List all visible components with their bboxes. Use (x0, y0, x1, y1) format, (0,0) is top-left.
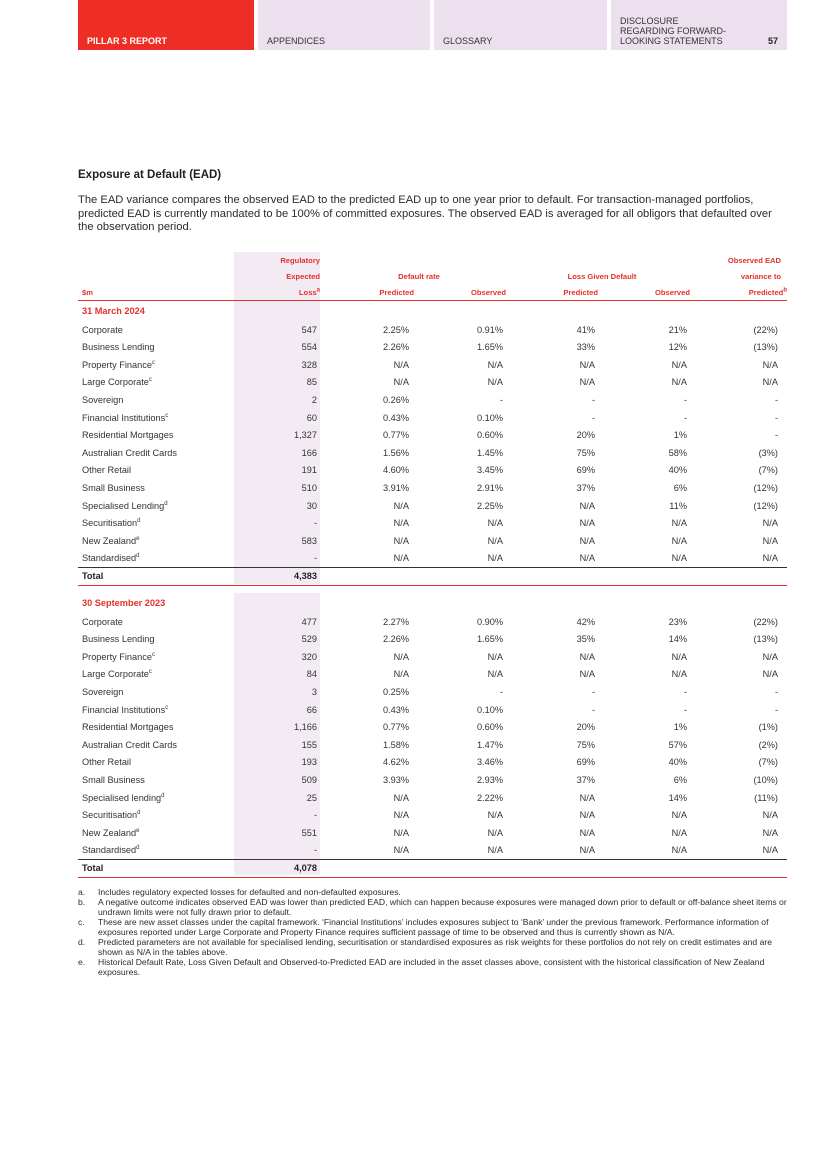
footnote (78, 957, 790, 977)
table-cell: 510 (301, 483, 317, 493)
table-cell: 155 (301, 739, 317, 750)
group-title: 30 September 2023 (82, 598, 166, 608)
table-cell: N/A (762, 669, 778, 680)
row-label: Securitisation$^d$ (82, 518, 141, 529)
header-lgd: Loss Given Default (567, 272, 637, 281)
table-cell: 37% (576, 483, 595, 493)
table-row (78, 684, 787, 702)
table-cell: (1%) (758, 722, 778, 733)
table-cell: 25 (306, 792, 317, 803)
table-cell: N/A (671, 810, 687, 821)
table-cell: N/A (579, 518, 595, 529)
table-cell: 2.26% (382, 634, 409, 645)
table-cell: N/A (487, 669, 503, 680)
table-cell: N/A (671, 518, 687, 529)
table-cell: 41% (576, 324, 595, 335)
total-label: Total (82, 571, 104, 581)
page-number: 57 (767, 36, 778, 46)
table-cell: - (683, 704, 687, 715)
table-cell: 69% (576, 465, 595, 476)
footnote-text: Historical Default Rate, Loss Given Default and Observed-to-Predicted EAD are included in the asset classes above, consistent with the historical classification of New Zealand exposures. (98, 957, 765, 977)
table-cell: 35% (576, 634, 595, 645)
table-cell: 14% (668, 792, 687, 803)
footnote-text: Predicted parameters are not available for specialised lending, securitisation or standardised exposures as risk weights for these portfolios do not rely on credit estimates and are shown as N/A in the tables above. (98, 937, 773, 957)
table-cell: 69% (576, 757, 595, 768)
table-cell: N/A (487, 553, 503, 564)
table-row (78, 737, 787, 755)
table-cell: 12% (668, 342, 687, 353)
table-cell: 0.77% (382, 722, 409, 733)
table-cell: - (313, 810, 317, 821)
row-label: New Zealand$^e$ (82, 535, 140, 546)
footnote (78, 897, 790, 917)
tab-glossary[interactable] (434, 0, 607, 50)
table-cell: - (591, 687, 595, 697)
table-cell: - (313, 845, 317, 856)
table-cell: 2.25% (476, 500, 503, 511)
table-cell: N/A (393, 518, 409, 529)
row-label: Specialised lending$^d$ (82, 792, 165, 803)
table-cell: N/A (671, 845, 687, 856)
table-cell: 320 (301, 651, 317, 662)
row-label: Small Business (82, 483, 145, 493)
table-cell: N/A (579, 359, 595, 370)
table-cell: N/A (762, 518, 778, 529)
table-cell: 529 (301, 634, 317, 645)
table-cell: 0.60% (476, 722, 503, 733)
table-cell: N/A (762, 377, 778, 388)
table-cell: (7%) (758, 757, 778, 768)
table-row (78, 392, 787, 410)
table-row (78, 462, 787, 480)
header-dr-observed: Observed (470, 288, 506, 297)
row-label: Financial Institutions$^c$ (82, 412, 169, 423)
table-cell: N/A (393, 651, 409, 662)
table-cell: 23% (668, 616, 687, 627)
tab-pillar-3-report[interactable] (78, 0, 254, 50)
table-cell: N/A (393, 810, 409, 821)
footnote-key: b. (78, 897, 86, 907)
table-cell: N/A (487, 845, 503, 856)
table-cell: 1.56% (382, 447, 409, 458)
table-cell: N/A (671, 827, 687, 838)
table-cell: (3%) (758, 447, 778, 458)
footnote-key: c. (78, 917, 85, 927)
table-cell: - (313, 553, 317, 564)
table-cell: 328 (301, 359, 317, 370)
row-label: Australian Credit Cards (82, 447, 177, 458)
row-label: Property Finance$^c$ (82, 359, 155, 370)
total-rule-bottom (78, 585, 787, 586)
table-cell: N/A (487, 535, 503, 546)
table-cell: N/A (487, 810, 503, 821)
table-cell: N/A (393, 535, 409, 546)
table-cell: - (499, 687, 503, 697)
top-navigation (78, 0, 787, 50)
table-cell: N/A (579, 553, 595, 564)
table-cell: 0.91% (476, 324, 503, 335)
table-cell: N/A (393, 792, 409, 803)
table-cell: N/A (762, 553, 778, 564)
table-cell: 0.10% (476, 704, 503, 715)
total-rule-bottom (78, 877, 787, 878)
table-cell: N/A (579, 669, 595, 680)
table-cell: N/A (762, 535, 778, 546)
table-cell: 1% (673, 430, 687, 441)
table-cell: N/A (487, 518, 503, 529)
table-cell: 0.26% (382, 395, 409, 405)
row-label: Small Business (82, 775, 145, 785)
header-variance-to: variance to (740, 272, 781, 281)
row-label: Corporate (82, 324, 123, 335)
table-cell: 1.65% (476, 634, 503, 645)
table-cell: 4.62% (382, 757, 409, 768)
table-cell: 40% (668, 465, 687, 476)
table-cell: N/A (762, 845, 778, 856)
table-cell: - (499, 395, 503, 405)
table-cell: 1.47% (476, 739, 503, 750)
table-cell: N/A (579, 500, 595, 511)
table-cell: N/A (579, 535, 595, 546)
table-cell: N/A (579, 827, 595, 838)
table-cell: 166 (301, 447, 317, 458)
table-cell: 20% (576, 430, 595, 441)
table-cell: (11%) (754, 792, 778, 803)
table-cell: 66 (306, 704, 317, 715)
table-cell: 3 (311, 687, 317, 697)
table-row (78, 410, 787, 428)
table-cell: 2.25% (382, 324, 409, 335)
table-cell: 1% (673, 722, 687, 733)
footnotes (78, 887, 790, 977)
header-rule (78, 300, 787, 301)
table-cell: 0.43% (382, 704, 409, 715)
row-label: Securitisation$^d$ (82, 810, 141, 821)
table-cell: (13%) (753, 634, 778, 645)
table-cell: N/A (762, 827, 778, 838)
table-cell: 2.27% (382, 616, 409, 627)
table-cell: 191 (301, 465, 317, 476)
table-cell: N/A (762, 810, 778, 821)
table-cell: 2.26% (382, 342, 409, 353)
table-cell: N/A (671, 535, 687, 546)
table-cell: 33% (576, 342, 595, 353)
table-cell: (7%) (758, 465, 778, 476)
row-label: Specialised Lending$^d$ (82, 500, 168, 511)
table-cell: (22%) (753, 616, 778, 627)
table-cell: 3.91% (382, 483, 409, 493)
header-lgd-predicted: Predicted (563, 288, 598, 297)
table-row (78, 719, 787, 737)
table-cell: 85 (306, 377, 317, 388)
table-row (78, 702, 787, 720)
tab-appendices[interactable] (258, 0, 430, 50)
table-cell: N/A (393, 553, 409, 564)
table-row (78, 772, 787, 790)
footnote (78, 917, 790, 937)
table-cell: 60 (306, 412, 317, 423)
section-title: Exposure at Default (EAD) (78, 169, 222, 181)
table-cell: N/A (393, 845, 409, 856)
table-cell: 2 (311, 395, 317, 405)
row-label: Other Retail (82, 757, 132, 768)
table-cell: N/A (393, 500, 409, 511)
group-title: 31 March 2024 (82, 306, 145, 316)
table-cell: N/A (579, 377, 595, 388)
total-row (78, 860, 787, 878)
row-label: Standardised$^d$ (82, 553, 140, 564)
table-row (78, 357, 787, 375)
footnote (78, 937, 790, 957)
table-cell: - (774, 430, 778, 441)
table-cell: 1,327 (294, 430, 317, 441)
table-cell: 1.65% (476, 342, 503, 353)
table-cell: 0.25% (382, 687, 409, 697)
table-row (78, 614, 787, 632)
header-observed-ead: Observed EAD (727, 256, 781, 265)
table-cell: - (591, 412, 595, 423)
table-cell: 6% (673, 483, 687, 493)
table-cell: N/A (762, 359, 778, 370)
row-label: Large Corporate$^c$ (82, 669, 152, 680)
row-label: Corporate (82, 616, 123, 627)
table-cell: (12%) (753, 483, 778, 493)
table-row (78, 427, 787, 445)
table-cell: N/A (579, 792, 595, 803)
table-row (78, 515, 787, 533)
table-cell: 0.60% (476, 430, 503, 441)
table-cell: N/A (579, 810, 595, 821)
header-sm: $m (82, 288, 93, 297)
table-cell: 21% (668, 324, 687, 335)
table-cell: (13%) (753, 342, 778, 353)
tab-disclosure-forward-looking[interactable] (611, 0, 787, 50)
row-label: Australian Credit Cards (82, 739, 177, 750)
table-cell: 509 (301, 775, 317, 785)
table-cell: 42% (576, 616, 595, 627)
table-cell: 6% (673, 775, 687, 785)
table-row (78, 807, 787, 825)
row-label: Other Retail (82, 465, 132, 476)
row-label: Large Corporate$^c$ (82, 377, 152, 388)
tab-label: DISCLOSURE REGARDING FORWARD- LOOKING STATEMENTS (620, 16, 727, 46)
table-cell: - (774, 395, 778, 405)
table-cell: (12%) (753, 500, 778, 511)
total-value: 4,078 (294, 863, 317, 873)
table-cell: (10%) (753, 775, 778, 785)
table-cell: 193 (301, 757, 317, 768)
row-label: Financial Institutions$^c$ (82, 704, 169, 715)
table-cell: 0.77% (382, 430, 409, 441)
table-cell: 75% (576, 739, 595, 750)
header-loss: Loss$^a$ (298, 287, 320, 297)
table-cell: 14% (668, 634, 687, 645)
table-cell: 37% (576, 775, 595, 785)
table-cell: 4.60% (382, 465, 409, 476)
table-cell: 583 (301, 535, 317, 546)
total-label: Total (82, 863, 104, 873)
table-cell: - (683, 412, 687, 423)
table-cell: N/A (487, 377, 503, 388)
table-row (78, 790, 787, 808)
header-expected: Expected (286, 272, 320, 281)
table-row (78, 631, 787, 649)
table-row (78, 374, 787, 392)
table-cell: - (774, 412, 778, 423)
table-cell: N/A (671, 359, 687, 370)
row-label: Standardised$^d$ (82, 845, 140, 856)
table-row (78, 842, 787, 860)
table-row (78, 498, 787, 516)
table-cell: 2.93% (476, 775, 503, 785)
table-cell: 1.45% (476, 447, 503, 458)
table-cell: 3.93% (382, 775, 409, 785)
footnote-text: These are new asset classes under the capital framework. ‘Financial Institutions’ includes exposures subject to ‘Bank’ under the previous framework. Performance information of exposures reported under Large Corporate and Property Finance requires sufficient passage of time to be observed and thus is currently shown as N/A. (98, 917, 769, 937)
table-cell: 58% (668, 447, 687, 458)
table-row (78, 550, 787, 568)
table-cell: 3.45% (476, 465, 503, 476)
header-regulatory: Regulatory (280, 256, 320, 265)
table-row (78, 480, 787, 498)
footnote-key: d. (78, 937, 86, 947)
header-default-rate: Default rate (398, 272, 440, 281)
row-label: Residential Mortgages (82, 430, 174, 441)
total-value: 4,383 (294, 571, 317, 581)
footnote-key: e. (78, 957, 86, 967)
table-cell: (22%) (753, 324, 778, 335)
table-cell: (2%) (758, 739, 778, 750)
table-cell: 0.43% (382, 412, 409, 423)
table-cell: 551 (301, 827, 317, 838)
intro-paragraph: The EAD variance compares the observed EAD to the predicted EAD up to one year prior to default. For transaction-managed portfolios, predicted EAD is currently mandated to be 100% of committed exposures. The observed EAD is averaged for all obligors that defaulted over the observation period. (78, 194, 772, 233)
table-cell: 84 (306, 669, 317, 680)
table-cell: N/A (671, 669, 687, 680)
row-label: Business Lending (82, 342, 155, 353)
table-cell: N/A (393, 669, 409, 680)
footnote (78, 887, 790, 897)
table-row (78, 445, 787, 463)
table-cell: 40% (668, 757, 687, 768)
table-cell: N/A (487, 651, 503, 662)
table-row (78, 754, 787, 772)
table-cell: 11% (669, 500, 687, 511)
table-cell: 20% (576, 722, 595, 733)
table-row (78, 322, 787, 340)
table-cell: N/A (671, 651, 687, 662)
header-predicted-b: Predicted$^b$ (748, 287, 787, 297)
table-row (78, 533, 787, 551)
footnote-key: a. (78, 887, 86, 897)
table-cell: 1.58% (382, 739, 409, 750)
table-cell: - (774, 704, 778, 715)
table-cell: 477 (301, 616, 317, 627)
table-cell: 2.91% (476, 483, 503, 493)
table-cell: - (313, 518, 317, 529)
table-cell: 0.10% (476, 412, 503, 423)
table-cell: 547 (301, 324, 317, 335)
table-cell: N/A (487, 359, 503, 370)
table-cell: - (774, 687, 778, 697)
footnote-text: Includes regulatory expected losses for defaulted and non-defaulted exposures. (98, 887, 401, 897)
table-cell: N/A (671, 377, 687, 388)
table-cell: 0.90% (476, 616, 503, 627)
table-cell: - (591, 395, 595, 405)
table-cell: N/A (671, 553, 687, 564)
table-cell: N/A (579, 651, 595, 662)
table-row (78, 825, 787, 843)
table-cell: 3.46% (476, 757, 503, 768)
table-row (78, 649, 787, 667)
tab-label: APPENDICES (267, 36, 326, 46)
tab-label: GLOSSARY (443, 36, 493, 46)
table-cell: - (683, 395, 687, 405)
header-dr-predicted: Predicted (379, 288, 414, 297)
table-row (78, 339, 787, 357)
row-label: New Zealand$^e$ (82, 827, 140, 838)
total-row (78, 568, 787, 586)
row-label: Property Finance$^c$ (82, 651, 155, 662)
table-cell: 2.22% (476, 792, 503, 803)
table-cell: 57% (668, 739, 687, 750)
tab-label: PILLAR 3 REPORT (87, 36, 168, 46)
table-cell: 554 (301, 342, 317, 353)
row-label: Residential Mortgages (82, 722, 174, 733)
table-cell: N/A (393, 377, 409, 388)
row-label: Sovereign (82, 687, 124, 697)
table-row (78, 666, 787, 684)
table-cell: N/A (393, 359, 409, 370)
table-cell: N/A (579, 845, 595, 856)
table-cell: N/A (762, 651, 778, 662)
table-cell: - (591, 704, 595, 715)
table-cell: N/A (393, 827, 409, 838)
table-cell: 1,166 (294, 722, 317, 733)
row-label: Sovereign (82, 395, 124, 405)
row-label: Business Lending (82, 634, 155, 645)
footnote-text: A negative outcome indicates observed EAD was lower than predicted EAD, which can happen because exposures were managed down prior to default or off-balance sheet items or undrawn limits were not fully drawn prior to default. (98, 897, 787, 917)
table-cell: - (683, 687, 687, 697)
header-lgd-observed: Observed (654, 288, 690, 297)
table-cell: 30 (306, 500, 317, 511)
table-cell: 75% (576, 447, 595, 458)
table-cell: N/A (487, 827, 503, 838)
